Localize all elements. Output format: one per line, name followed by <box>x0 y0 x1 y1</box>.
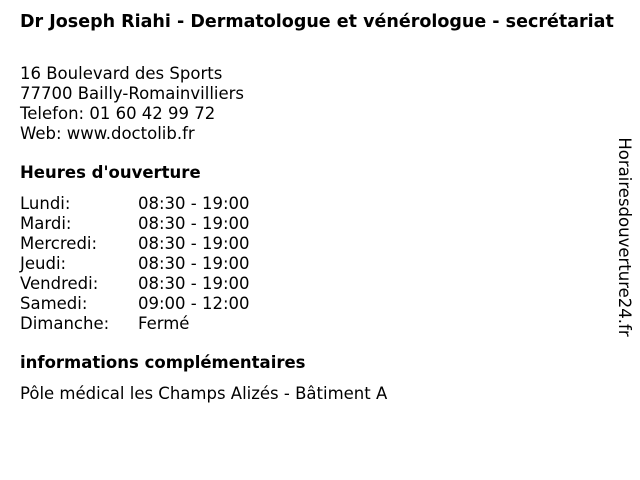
day-label: Jeudi: <box>20 254 67 273</box>
time-value: 08:30 - 19:00 <box>138 234 250 253</box>
hours-row-monday <box>20 194 250 214</box>
hours-row-friday <box>20 274 250 294</box>
hours-row-sunday <box>20 314 250 334</box>
day-label: Samedi: <box>20 294 88 313</box>
site-watermark: Horairesdouverture24.fr <box>615 137 634 337</box>
day-label: Dimanche: <box>20 314 110 333</box>
hours-row-thursday <box>20 254 250 274</box>
day-label: Lundi: <box>20 194 71 213</box>
street-address: 16 Boulevard des Sports <box>20 64 223 83</box>
additional-info-text: Pôle médical les Champs Alizés - Bâtiment A <box>20 384 388 403</box>
hours-row-saturday <box>20 294 250 314</box>
time-value: 09:00 - 12:00 <box>138 294 250 313</box>
additional-info-heading: informations complémentaires <box>20 353 306 372</box>
phone-number: Telefon: 01 60 42 99 72 <box>20 104 216 123</box>
page-title: Dr Joseph Riahi - Dermatologue et vénérologue - secrétariat <box>20 12 614 32</box>
opening-hours-heading: Heures d'ouverture <box>20 163 201 182</box>
opening-hours-table <box>20 194 250 334</box>
day-label: Mardi: <box>20 214 72 233</box>
time-value: Fermé <box>138 314 190 333</box>
time-value: 08:30 - 19:00 <box>138 214 250 233</box>
address-block <box>20 64 244 144</box>
time-value: 08:30 - 19:00 <box>138 194 250 213</box>
time-value: 08:30 - 19:00 <box>138 274 250 293</box>
hours-row-wednesday <box>20 234 250 254</box>
website: Web: www.doctolib.fr <box>20 124 195 143</box>
city-address: 77700 Bailly-Romainvilliers <box>20 84 245 103</box>
time-value: 08:30 - 19:00 <box>138 254 250 273</box>
day-label: Mercredi: <box>20 234 98 253</box>
day-label: Vendredi: <box>20 274 99 293</box>
hours-row-tuesday <box>20 214 250 234</box>
